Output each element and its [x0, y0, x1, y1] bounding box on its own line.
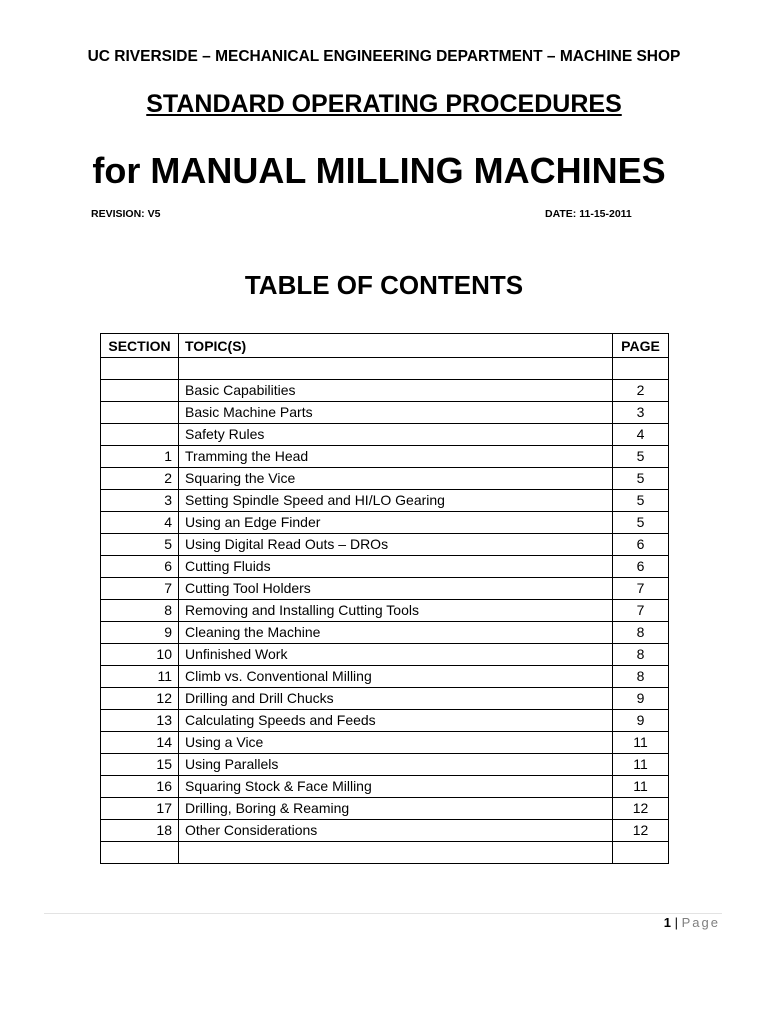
toc-section-cell: 2	[101, 468, 179, 490]
page-footer	[664, 915, 720, 930]
toc-section-cell: 8	[101, 600, 179, 622]
toc-row	[101, 512, 669, 534]
toc-section-cell	[101, 842, 179, 864]
toc-page-cell	[613, 842, 669, 864]
document-subtitle: STANDARD OPERATING PROCEDURES	[146, 90, 622, 118]
toc-page-cell: 6	[613, 534, 669, 556]
toc-body	[101, 358, 669, 864]
toc-topic-cell: Squaring Stock & Face Milling	[179, 776, 613, 798]
toc-section-cell: 14	[101, 732, 179, 754]
toc-page-cell	[613, 358, 669, 380]
toc-row	[101, 754, 669, 776]
toc-page-cell: 9	[613, 688, 669, 710]
toc-row	[101, 710, 669, 732]
toc-topic-cell: Other Considerations	[179, 820, 613, 842]
toc-topic-cell: Setting Spindle Speed and HI/LO Gearing	[179, 490, 613, 512]
toc-page-cell: 12	[613, 798, 669, 820]
toc-topic-cell: Basic Machine Parts	[179, 402, 613, 424]
toc-row	[101, 534, 669, 556]
footer-rule	[44, 913, 722, 914]
toc-section-cell: 3	[101, 490, 179, 512]
section-column-header: SECTION	[101, 334, 179, 358]
toc-topic-cell: Cutting Fluids	[179, 556, 613, 578]
toc-row	[101, 776, 669, 798]
toc-section-cell	[101, 424, 179, 446]
revision-label: REVISION: V5	[91, 208, 161, 220]
toc-page-cell: 11	[613, 732, 669, 754]
toc-row	[101, 842, 669, 864]
toc-topic-cell: Using a Vice	[179, 732, 613, 754]
toc-section-cell	[101, 380, 179, 402]
toc-topic-cell: Climb vs. Conventional Milling	[179, 666, 613, 688]
toc-row	[101, 358, 669, 380]
toc-page-cell: 5	[613, 490, 669, 512]
toc-page-cell: 3	[613, 402, 669, 424]
toc-row	[101, 732, 669, 754]
toc-row	[101, 446, 669, 468]
toc-row	[101, 380, 669, 402]
topic-column-header: TOPIC(S)	[179, 334, 613, 358]
toc-row	[101, 600, 669, 622]
toc-page-cell: 12	[613, 820, 669, 842]
footer-separator: |	[674, 915, 678, 930]
toc-section-cell: 5	[101, 534, 179, 556]
toc-topic-cell: Using Digital Read Outs – DROs	[179, 534, 613, 556]
toc-row	[101, 798, 669, 820]
toc-section-cell: 4	[101, 512, 179, 534]
toc-row	[101, 490, 669, 512]
toc-topic-cell: Drilling, Boring & Reaming	[179, 798, 613, 820]
toc-section-cell: 16	[101, 776, 179, 798]
toc-topic-cell: Cleaning the Machine	[179, 622, 613, 644]
toc-topic-cell: Tramming the Head	[179, 446, 613, 468]
toc-section-cell: 13	[101, 710, 179, 732]
toc-row	[101, 556, 669, 578]
toc-page-cell: 2	[613, 380, 669, 402]
toc-row	[101, 666, 669, 688]
toc-row	[101, 578, 669, 600]
toc-section-cell: 7	[101, 578, 179, 600]
toc-page-cell: 8	[613, 644, 669, 666]
toc-page-cell: 11	[613, 776, 669, 798]
toc-topic-cell: Safety Rules	[179, 424, 613, 446]
toc-topic-cell	[179, 358, 613, 380]
toc-row	[101, 424, 669, 446]
toc-section-cell: 1	[101, 446, 179, 468]
toc-section-cell: 15	[101, 754, 179, 776]
toc-topic-cell: Squaring the Vice	[179, 468, 613, 490]
page-number: 1	[663, 915, 671, 930]
toc-page-cell: 11	[613, 754, 669, 776]
toc-page-cell: 8	[613, 666, 669, 688]
toc-row	[101, 468, 669, 490]
toc-topic-cell: Using Parallels	[179, 754, 613, 776]
toc-topic-cell: Cutting Tool Holders	[179, 578, 613, 600]
toc-topic-cell	[179, 842, 613, 864]
toc-topic-cell: Drilling and Drill Chucks	[179, 688, 613, 710]
toc-page-cell: 5	[613, 512, 669, 534]
toc-topic-cell: Calculating Speeds and Feeds	[179, 710, 613, 732]
toc-section-cell: 17	[101, 798, 179, 820]
toc-section-cell	[101, 358, 179, 380]
institution-header: UC RIVERSIDE – MECHANICAL ENGINEERING DEPARTMENT – MACHINE SHOP	[87, 48, 681, 65]
toc-page-cell: 7	[613, 578, 669, 600]
toc-section-cell: 9	[101, 622, 179, 644]
date-label: DATE: 11-15-2011	[545, 208, 632, 220]
toc-section-cell: 6	[101, 556, 179, 578]
toc-row	[101, 688, 669, 710]
toc-header-row	[101, 334, 669, 358]
toc-topic-cell: Unfinished Work	[179, 644, 613, 666]
toc-section-cell: 12	[101, 688, 179, 710]
toc-row	[101, 622, 669, 644]
page-label: Page	[681, 915, 720, 930]
toc-page-cell: 4	[613, 424, 669, 446]
toc-topic-cell: Using an Edge Finder	[179, 512, 613, 534]
toc-section-cell: 18	[101, 820, 179, 842]
toc-section-cell	[101, 402, 179, 424]
toc-row	[101, 820, 669, 842]
toc-page-cell: 5	[613, 468, 669, 490]
toc-page-cell: 9	[613, 710, 669, 732]
toc-topic-cell: Basic Capabilities	[179, 380, 613, 402]
toc-row	[101, 644, 669, 666]
toc-section-cell: 10	[101, 644, 179, 666]
toc-topic-cell: Removing and Installing Cutting Tools	[179, 600, 613, 622]
toc-section-cell: 11	[101, 666, 179, 688]
toc-row	[101, 402, 669, 424]
toc-table	[100, 333, 669, 864]
toc-heading: TABLE OF CONTENTS	[244, 270, 524, 300]
toc-page-cell: 6	[613, 556, 669, 578]
page-column-header: PAGE	[613, 334, 669, 358]
toc-page-cell: 8	[613, 622, 669, 644]
toc-page-cell: 7	[613, 600, 669, 622]
toc-page-cell: 5	[613, 446, 669, 468]
document-title: for MANUAL MILLING MACHINES	[92, 150, 666, 191]
